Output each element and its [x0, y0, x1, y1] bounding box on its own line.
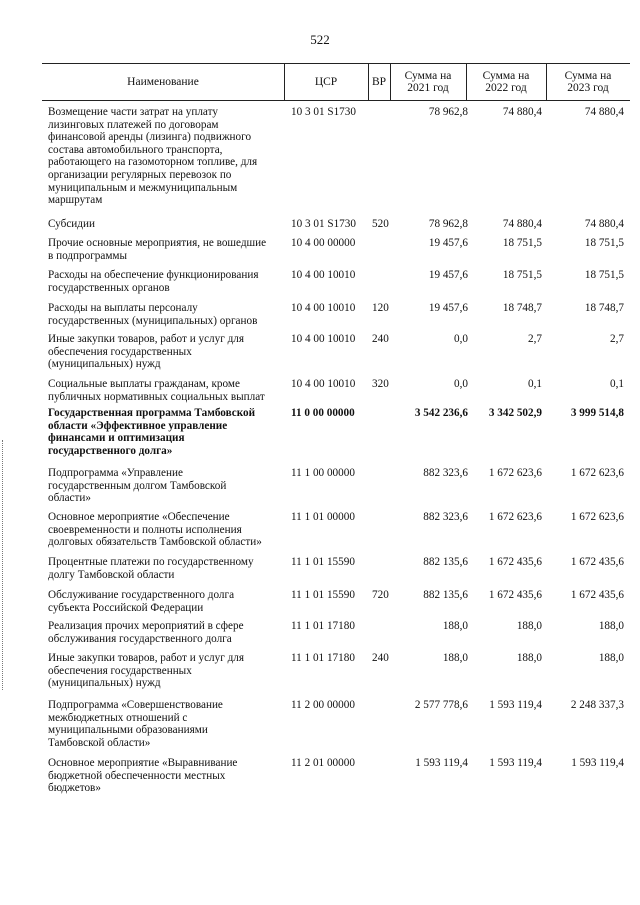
row-sum-2022: 74 880,4	[502, 218, 542, 230]
row-name-line: Подпрограмма «Совершенствование	[48, 699, 223, 711]
row-name-line: государственного долга»	[48, 444, 173, 457]
page-number: 522	[310, 32, 330, 47]
header-name: Наименование	[127, 76, 199, 88]
row-csr: 11 1 01 17180	[291, 620, 355, 632]
row-name-line: бюджетной обеспеченности местных	[48, 769, 226, 782]
row-sum-2021: 19 457,6	[428, 269, 468, 281]
row-name-line: Субсидии	[48, 218, 95, 230]
row-sum-2023: 3 999 514,8	[570, 407, 624, 419]
row-name-line: (муниципальных) нужд	[48, 677, 161, 690]
row-name	[48, 333, 284, 371]
row-csr: 11 0 00 00000	[291, 407, 355, 419]
row-name-line: финансовой аренды (лизинга) подвижного	[48, 131, 252, 144]
row-sum-2021: 188,0	[442, 620, 468, 632]
row-sum-2021: 78 962,8	[428, 218, 468, 230]
row-name-line: (муниципальных) нужд	[48, 358, 161, 371]
header-sum-2021-line1: Сумма на	[404, 70, 452, 82]
row-sum-2022: 1 672 623,6	[488, 467, 542, 479]
row-sum-2022: 74 880,4	[502, 106, 542, 118]
row-csr: 11 1 01 15590	[291, 556, 355, 568]
row-csr: 10 4 00 00000	[291, 237, 356, 249]
header-sum-2022-line1: Сумма на	[482, 70, 530, 82]
row-sum-2023: 188,0	[598, 652, 624, 664]
row-name-line: Иные закупки товаров, работ и услуг для	[48, 333, 245, 345]
row-sum-2023: 1 672 623,6	[570, 511, 624, 523]
header-sum-2022	[466, 64, 546, 100]
row-name-line: муниципальным и межмуниципальным	[48, 181, 238, 194]
row-name-line: области «Эффективное управление	[48, 419, 228, 432]
row-name-line: состава автомобильного транспорта,	[48, 143, 223, 156]
row-csr: 11 1 01 17180	[291, 652, 355, 664]
row-sum-2023: 74 880,4	[584, 218, 624, 230]
row-sum-2021: 882 135,6	[423, 556, 468, 568]
row-name-line: межбюджетных отношений с	[48, 711, 188, 724]
row-csr: 10 3 01 S1730	[291, 106, 356, 118]
row-sum-2023: 1 672 623,6	[570, 467, 624, 479]
row-sum-2021: 0,0	[454, 378, 468, 390]
row-sum-2023: 2,7	[610, 333, 624, 345]
row-sum-2021: 882 323,6	[423, 467, 468, 479]
row-csr: 11 1 01 00000	[291, 511, 355, 523]
row-sum-2023: 74 880,4	[584, 106, 624, 118]
row-name-line: Государственная программа Тамбовской	[48, 407, 256, 419]
row-name-line: Прочие основные мероприятия, не вошедшие	[48, 237, 267, 249]
row-sum-2022: 18 751,5	[502, 237, 542, 249]
row-csr: 10 4 00 10010	[291, 269, 356, 281]
row-sum-2021: 2 577 778,6	[414, 699, 468, 711]
row-sum-2022: 188,0	[516, 620, 542, 632]
row-sum-2023: 18 748,7	[584, 302, 624, 314]
row-vr: 520	[372, 218, 389, 230]
row-sum-2022: 18 751,5	[502, 269, 542, 281]
row-name	[48, 106, 284, 207]
row-name-line: маршрутам	[48, 194, 103, 207]
header-csr: ЦСР	[314, 76, 338, 88]
row-name-line: государственным долгом Тамбовской	[48, 479, 227, 492]
row-name-line: публичных нормативных социальных выплат	[48, 390, 265, 403]
row-name-line: своевременности и полноты исполнения	[48, 523, 242, 536]
row-name	[48, 269, 284, 294]
row-csr: 10 4 00 10010	[291, 378, 356, 390]
row-name-line: Основное мероприятие «Выравнивание	[48, 757, 238, 769]
row-sum-2023: 18 751,5	[584, 237, 624, 249]
row-name-line: государственных органов	[48, 281, 170, 294]
row-csr: 11 2 00 00000	[291, 699, 355, 711]
header-sum-2023-line2: 2023 год	[567, 82, 609, 94]
row-name-line: области»	[48, 492, 91, 505]
row-name	[48, 237, 284, 262]
header-sum-2023	[546, 64, 630, 100]
row-csr: 10 3 01 S1730	[291, 218, 356, 230]
row-name	[48, 652, 284, 690]
row-name-line: Основное мероприятие «Обеспечение	[48, 511, 230, 523]
row-name-line: Социальные выплаты гражданам, кроме	[48, 378, 240, 390]
row-sum-2023: 0,1	[610, 378, 624, 390]
row-csr: 11 2 01 00000	[291, 757, 355, 769]
row-name-line: Процентные платежи по государственному	[48, 556, 254, 568]
row-name	[48, 589, 284, 614]
row-name-line: долгу Тамбовской области	[48, 568, 175, 581]
row-sum-2021: 3 542 236,6	[414, 407, 468, 419]
row-sum-2021: 19 457,6	[428, 302, 468, 314]
row-sum-2021: 19 457,6	[428, 237, 468, 249]
row-name	[48, 757, 284, 795]
row-name-line: обслуживания государственного долга	[48, 632, 232, 645]
row-sum-2021: 0,0	[454, 333, 468, 345]
row-vr: 240	[372, 652, 389, 664]
row-name	[48, 302, 284, 327]
row-sum-2023: 1 672 435,6	[570, 556, 624, 568]
row-name-line: Возмещение части затрат на уплату	[48, 106, 218, 118]
row-name-line: работающего на газомоторном топливе, для	[48, 156, 258, 169]
row-name-line: государственных (муниципальных) органов	[48, 314, 258, 327]
row-name-line: обеспечения государственных	[48, 664, 192, 677]
row-sum-2022: 0,1	[528, 378, 542, 390]
row-name-line: организации регулярных перевозок по	[48, 168, 232, 181]
row-sum-2022: 1 672 623,6	[488, 511, 542, 523]
row-sum-2023: 188,0	[598, 620, 624, 632]
row-name-line: лизинговых платежей по договорам	[48, 118, 219, 131]
row-vr: 320	[372, 378, 389, 390]
row-sum-2023: 18 751,5	[584, 269, 624, 281]
row-csr: 10 4 00 10010	[291, 333, 356, 345]
row-sum-2023: 1 672 435,6	[570, 589, 624, 601]
header-vr: ВР	[371, 76, 387, 88]
row-name	[48, 218, 284, 231]
row-sum-2021: 1 593 119,4	[415, 757, 468, 769]
row-csr: 10 4 00 10010	[291, 302, 356, 314]
row-name-line: в подпрограммы	[48, 249, 128, 262]
row-name	[48, 407, 284, 457]
row-name-line: обеспечения государственных	[48, 345, 192, 358]
header-sum-2021-line2: 2021 год	[407, 82, 449, 94]
row-name-line: Тамбовской области»	[48, 736, 151, 749]
row-sum-2022: 3 342 502,9	[488, 407, 542, 419]
row-name	[48, 511, 284, 549]
row-sum-2021: 882 323,6	[423, 511, 468, 523]
row-vr: 720	[372, 589, 389, 601]
row-sum-2022: 188,0	[516, 652, 542, 664]
row-name-line: долговых обязательств Тамбовской области»	[48, 536, 262, 549]
row-csr: 11 1 01 15590	[291, 589, 355, 601]
row-sum-2023: 2 248 337,3	[570, 699, 624, 711]
row-csr: 11 1 00 00000	[291, 467, 355, 479]
row-name-line: муниципальными образованиями	[48, 724, 208, 737]
row-name	[48, 699, 284, 749]
header-sum-2023-line1: Сумма на	[564, 70, 612, 82]
row-name-line: Реализация прочих мероприятий в сфере	[48, 620, 244, 632]
scan-edge-line	[2, 440, 4, 690]
row-name	[48, 378, 284, 403]
row-sum-2022: 1 593 119,4	[489, 699, 542, 711]
row-name-line: Расходы на выплаты персоналу	[48, 302, 198, 314]
row-sum-2021: 78 962,8	[428, 106, 468, 118]
row-sum-2022: 18 748,7	[502, 302, 542, 314]
row-name	[48, 556, 284, 581]
row-name-line: Расходы на обеспечение функционирования	[48, 269, 259, 281]
row-name	[48, 467, 284, 505]
row-name-line: бюджетов»	[48, 782, 101, 795]
row-sum-2022: 1 672 435,6	[488, 556, 542, 568]
row-sum-2022: 2,7	[528, 333, 542, 345]
row-vr: 240	[372, 333, 389, 345]
header-sum-2021	[390, 64, 466, 100]
row-sum-2021: 188,0	[442, 652, 468, 664]
row-name-line: Подпрограмма «Управление	[48, 467, 183, 479]
row-sum-2023: 1 593 119,4	[571, 757, 624, 769]
row-sum-2022: 1 672 435,6	[488, 589, 542, 601]
row-name	[48, 620, 284, 645]
row-name-line: финансами и оптимизация	[48, 432, 185, 445]
row-name-line: Обслуживание государственного долга	[48, 589, 235, 601]
table-header	[42, 63, 630, 101]
header-sum-2022-line2: 2022 год	[485, 82, 527, 94]
row-name-line: субъекта Российской Федерации	[48, 601, 204, 614]
row-name-line: Иные закупки товаров, работ и услуг для	[48, 652, 245, 664]
row-sum-2022: 1 593 119,4	[489, 757, 542, 769]
row-vr: 120	[372, 302, 389, 314]
row-sum-2021: 882 135,6	[423, 589, 468, 601]
